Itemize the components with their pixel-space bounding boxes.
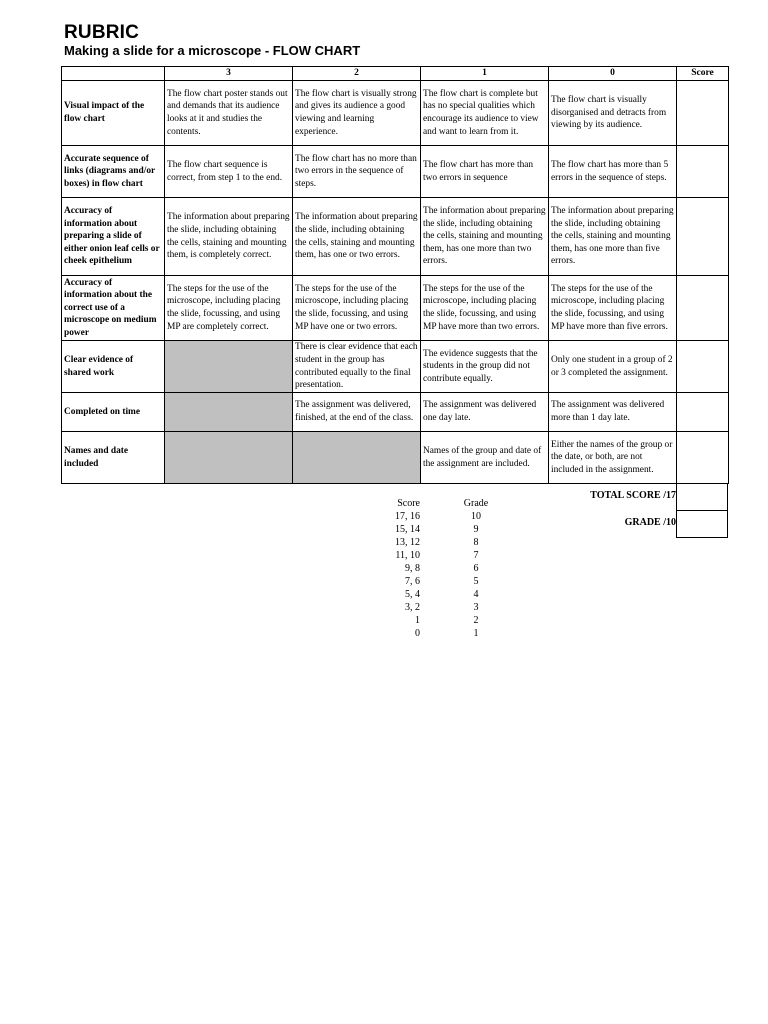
score-value: 11, 10 [395,550,420,561]
rubric-cell: The steps for the use of the microscope, including placing the slide, focussing, and using MP are completely correct. [165,276,293,341]
table-row [62,432,729,484]
grade-value: 5 [473,576,479,587]
shaded-cell [165,393,293,432]
score-cell[interactable] [677,276,729,341]
table-row [62,198,729,276]
score-value: 9, 8 [405,563,420,574]
table-header-row [62,67,729,81]
rubric-cell: The evidence suggests that the students in the group did not contribute equally. [421,341,549,393]
rubric-cell: The assignment was delivered one day late. [421,393,549,432]
total-score-label: TOTAL SCORE /17 [590,490,676,501]
grade-value: 2 [473,615,479,626]
rubric-cell: The information about preparing the slide, including obtaining the cells, staining and mounting them, has one more than two errors. [421,198,549,276]
rubric-cell: Only one student in a group of 2 or 3 completed the assignment. [549,341,677,393]
rubric-table [61,66,729,484]
grade-header: Grade [463,498,489,509]
criterion-cell: Names and date included [62,432,165,484]
score-value: 17, 16 [395,511,420,522]
rubric-cell: The flow chart sequence is correct, from step 1 to the end. [165,146,293,198]
column-header-score: Score [677,67,729,81]
criterion-cell: Accurate sequence of links (diagrams and/or boxes) in flow chart [62,146,165,198]
list-item [382,575,506,588]
criterion-cell: Accuracy of information about preparing a slide of either onion leaf cells or cheek epithelium [62,198,165,276]
list-item [382,588,506,601]
table-row [62,276,729,341]
score-value: 3, 2 [405,602,420,613]
rubric-cell: There is clear evidence that each student in the group has contributed equally to the final presentation. [293,341,421,393]
grade-row [560,510,728,537]
grade-value: 9 [473,524,479,535]
rubric-cell: The flow chart poster stands out and demands that its audience looks at it and studies the contents. [165,81,293,146]
grade-value: 1 [473,628,479,639]
grade-value: 7 [473,550,479,561]
rubric-cell: The flow chart has no more than two errors in the sequence of steps. [293,146,421,198]
rubric-cell: The information about preparing the slide, including obtaining the cells, staining and mounting them, has one or two errors. [293,198,421,276]
grade-conversion-table [382,497,506,640]
rubric-cell: The assignment was delivered, finished, at the end of the class. [293,393,421,432]
column-header-1: 1 [421,67,549,81]
score-cell[interactable] [677,81,729,146]
column-header-2: 2 [293,67,421,81]
criterion-cell: Clear evidence of shared work [62,341,165,393]
list-item [382,614,506,627]
list-item [382,627,506,640]
table-row [62,393,729,432]
table-row [62,81,729,146]
grade-value: 10 [471,511,481,522]
shaded-cell [165,432,293,484]
score-cell[interactable] [677,146,729,198]
rubric-cell: The flow chart is visually disorganised and detracts from viewing by its audience. [549,81,677,146]
rubric-cell: The steps for the use of the microscope, including placing the slide, focussing, and using MP have more than two errors. [421,276,549,341]
grade-value: 8 [473,537,479,548]
list-item [382,523,506,536]
rubric-cell: The information about preparing the slide, including obtaining the cells, staining and mounting them, has one more than five errors. [549,198,677,276]
rubric-cell: The steps for the use of the microscope, including placing the slide, focussing, and using MP have more than five errors. [549,276,677,341]
shaded-cell [165,341,293,393]
criterion-cell: Visual impact of the flow chart [62,81,165,146]
rubric-cell: The information about preparing the slide, including obtaining the cells, staining and mounting them, is completely correct. [165,198,293,276]
list-item [382,536,506,549]
list-item [382,510,506,523]
shaded-cell [293,432,421,484]
table-row [62,146,729,198]
criterion-cell: Completed on time [62,393,165,432]
list-item [382,562,506,575]
rubric-cell: The assignment was delivered more than 1 day late. [549,393,677,432]
score-cell[interactable] [677,432,729,484]
score-cell[interactable] [677,393,729,432]
rubric-cell: The flow chart has more than 5 errors in the sequence of steps. [549,146,677,198]
score-value: 5, 4 [405,589,420,600]
rubric-cell: Names of the group and date of the assignment are included. [421,432,549,484]
criterion-cell: Accuracy of information about the correct use of a microscope on medium power [62,276,165,341]
rubric-cell: The flow chart has more than two errors in sequence [421,146,549,198]
list-item [382,549,506,562]
grade-box[interactable] [676,510,728,538]
column-header-criteria [62,67,165,81]
score-cell[interactable] [677,198,729,276]
score-value: 0 [415,628,420,639]
score-value: 7, 6 [405,576,420,587]
grade-value: 3 [473,602,479,613]
page-subtitle: Making a slide for a microscope - FLOW CHART [64,43,361,58]
page-title: RUBRIC [64,22,140,43]
rubric-cell: The steps for the use of the microscope, including placing the slide, focussing, and using MP have one or two errors. [293,276,421,341]
column-header-0: 0 [549,67,677,81]
table-row [62,341,729,393]
score-value: 13, 12 [395,537,420,548]
rubric-cell: The flow chart is complete but has no special qualities which encourage its audience to view and want to learn from it. [421,81,549,146]
grade-value: 4 [473,589,479,600]
total-score-row [560,483,728,510]
score-cell[interactable] [677,341,729,393]
grade-label: GRADE /10 [624,517,676,528]
list-item [382,601,506,614]
rubric-cell: Either the names of the group or the date, or both, are not included in the assignment. [549,432,677,484]
column-header-3: 3 [165,67,293,81]
rubric-cell: The flow chart is visually strong and gives its audience a good viewing and learning experience. [293,81,421,146]
grade-value: 6 [473,563,479,574]
grade-table-header [382,497,506,510]
score-header: Score [397,498,420,509]
score-value: 1 [415,615,420,626]
total-score-box[interactable] [676,483,728,511]
score-value: 15, 14 [395,524,420,535]
